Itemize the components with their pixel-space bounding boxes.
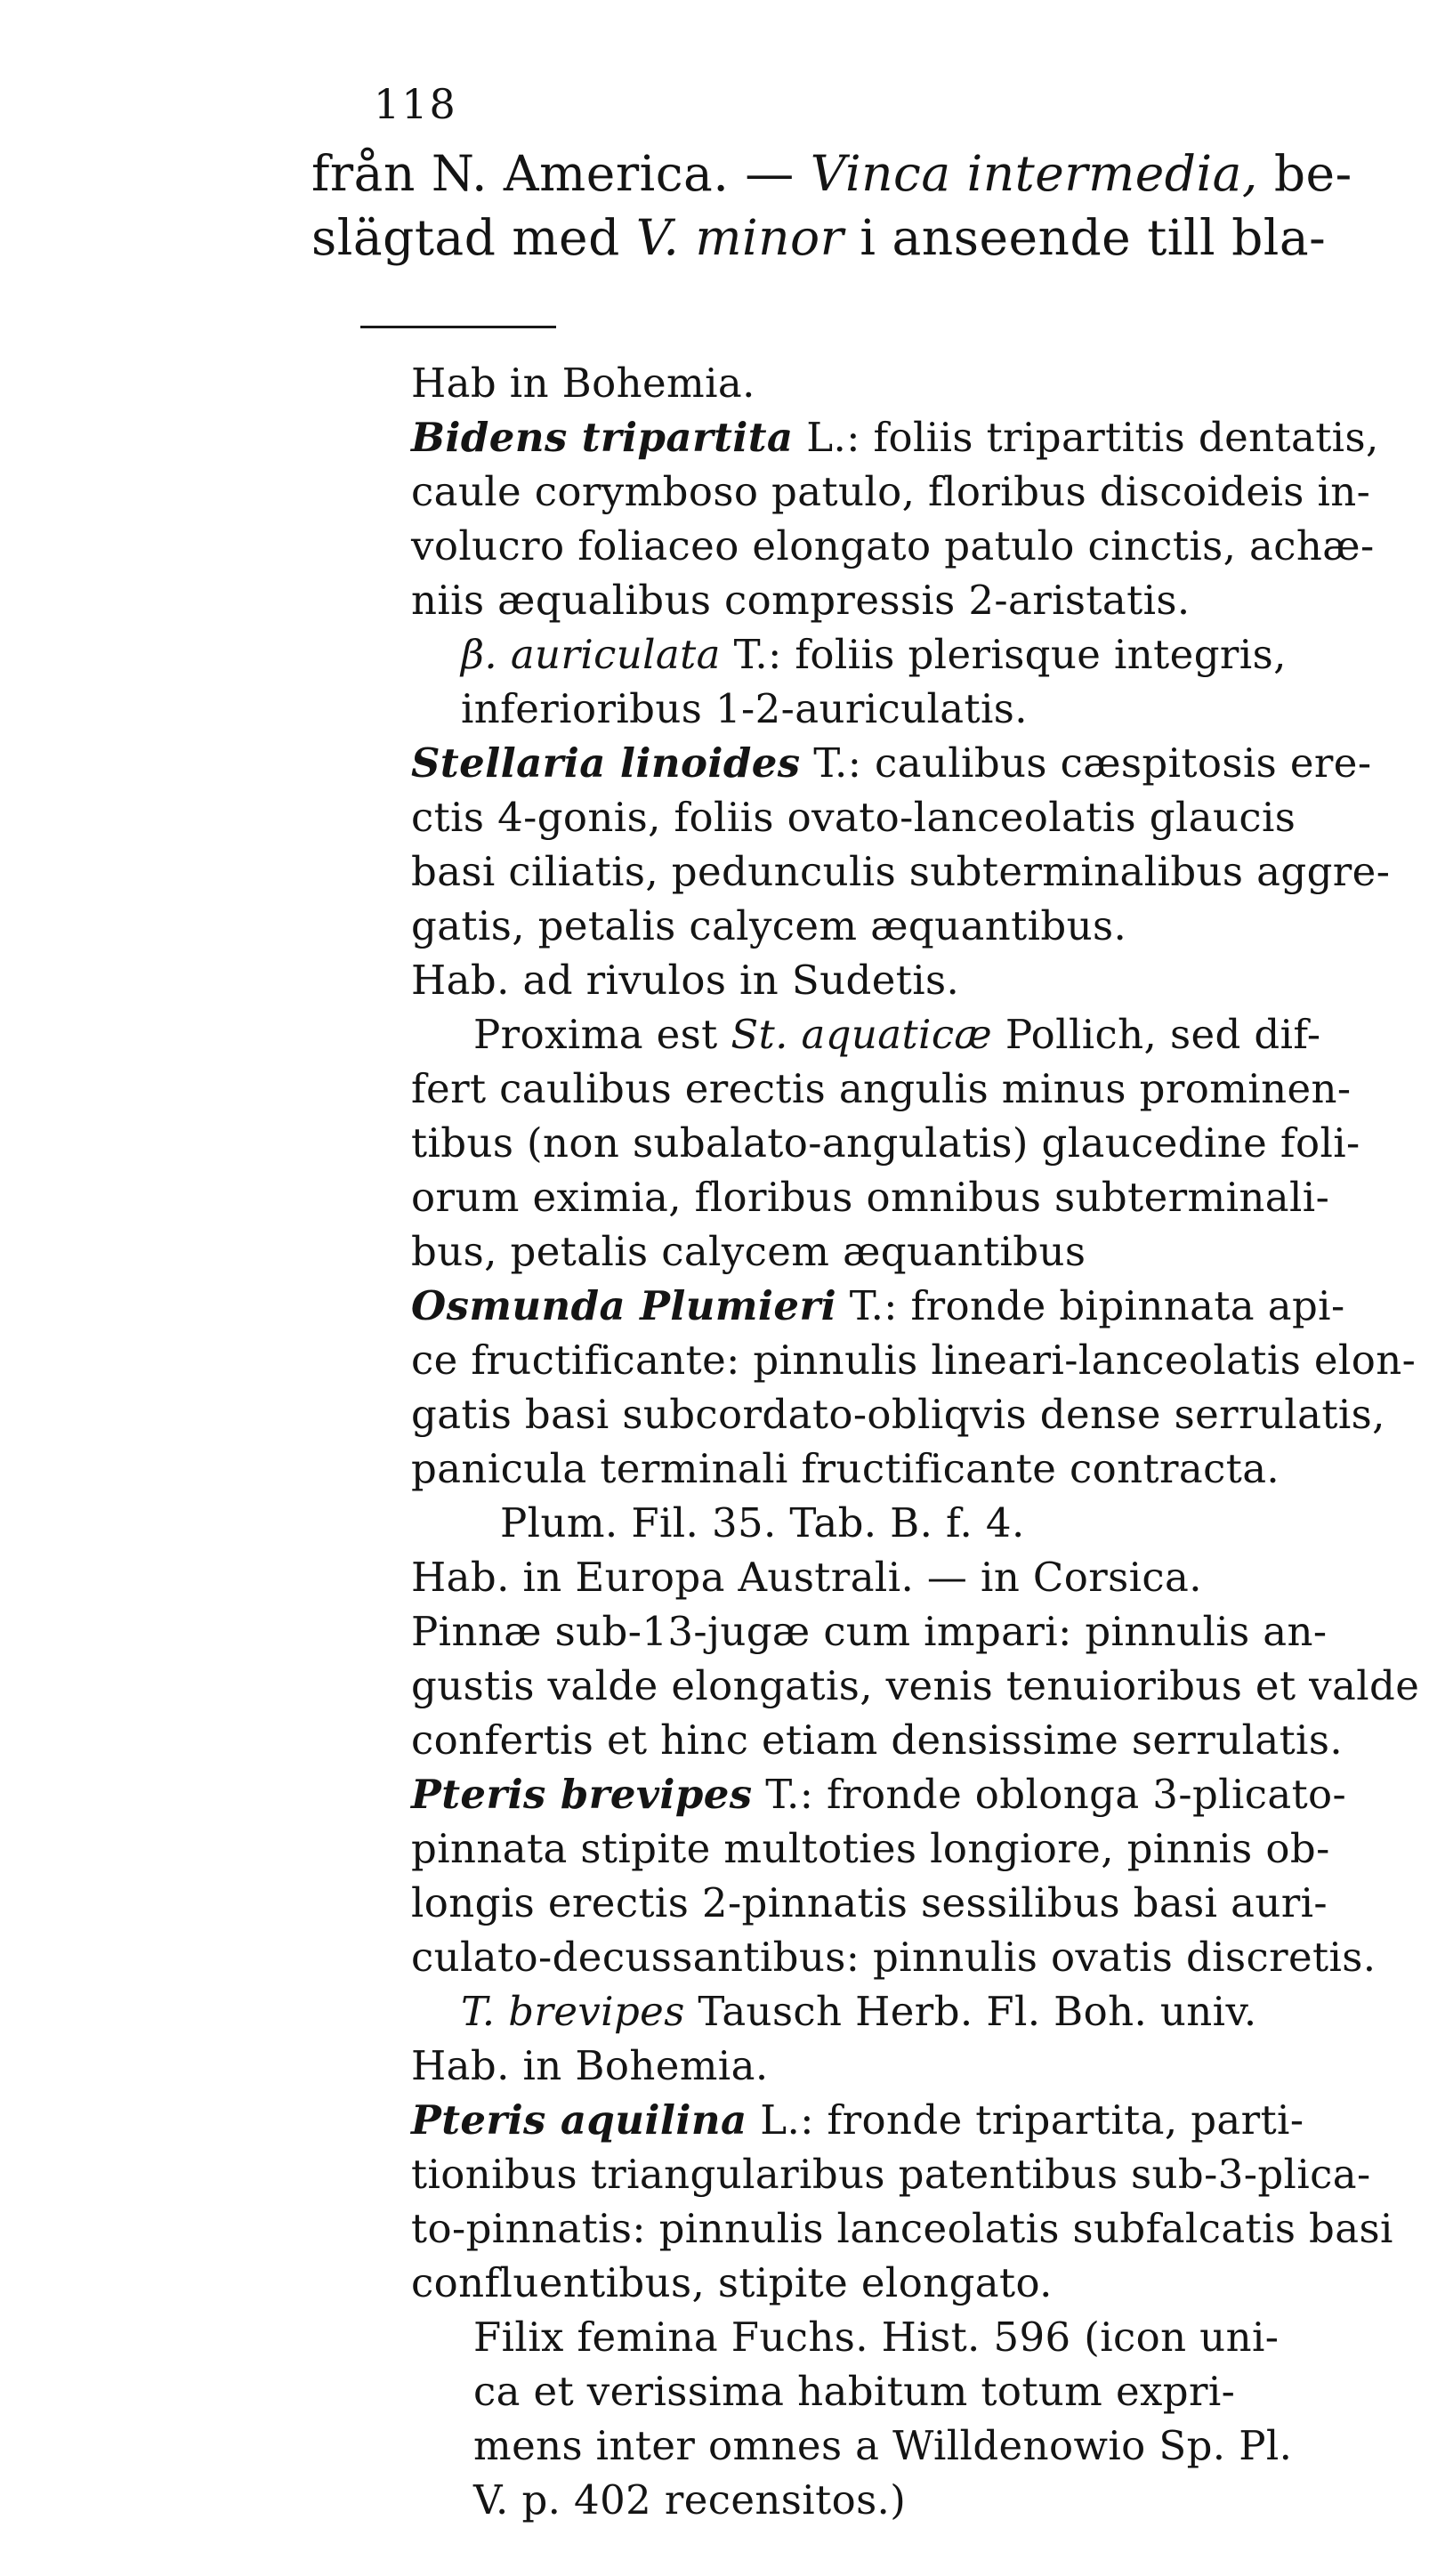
text-line [411, 1279, 1390, 1333]
text-line [411, 1876, 1390, 1930]
text-line [411, 356, 1390, 410]
text-segment: pinnata stipite multoties longiore, pinnis ob- [411, 1825, 1330, 1872]
text-line [411, 1550, 1390, 1604]
text-segment: V. p. 402 recensitos.) [473, 2476, 907, 2524]
text-segment: Hab. in Bohemia. [411, 2042, 769, 2089]
text-segment: ctis 4-gonis, foliis ovato-lanceolatis glaucis [411, 794, 1296, 841]
species-name: Bidens tripartita [411, 414, 794, 461]
page-number: 118 [374, 80, 457, 128]
text-segment: Hab. ad rivulos in Sudetis. [411, 957, 960, 1004]
text-line [411, 2093, 1390, 2147]
header-text: be- [1257, 145, 1352, 202]
species-name: Stellaria linoides [411, 739, 801, 787]
text-line [411, 2419, 1390, 2473]
text-segment: T.: fronde oblonga 3-plicato- [752, 1771, 1347, 1818]
header-text: från N. America. — [311, 145, 811, 202]
text-line [411, 2256, 1390, 2310]
botanical-entries [411, 356, 1420, 2527]
separator-rule [360, 326, 556, 328]
text-segment: bus, petalis calycem æquantibus [411, 1228, 1086, 1275]
text-line [411, 2201, 1393, 2256]
text-line [411, 1821, 1390, 1876]
text-line [411, 1170, 1390, 1224]
text-segment: Pollich, sed dif- [992, 1011, 1321, 1058]
text-segment: confertis et hinc etiam densissime serrulatis. [411, 1716, 1344, 1764]
text-line [411, 1659, 1420, 1713]
text-segment: Tausch Herb. Fl. Boh. univ. [684, 1988, 1257, 2035]
text-segment: T.: caulibus cæspitosis ere- [800, 739, 1372, 787]
text-line [411, 1930, 1390, 1984]
text-segment: niis æqualibus compressis 2-aristatis. [411, 577, 1191, 624]
text-segment: gatis, petalis calycem æquantibus. [411, 902, 1127, 949]
text-segment: longis erectis 2-pinnatis sessilibus basi auri- [411, 1879, 1328, 1926]
text-segment: ca et verissima habitum totum expri- [473, 2368, 1236, 2415]
text-line [411, 1062, 1390, 1116]
text-line [411, 1007, 1390, 1062]
text-segment: tibus (non subalato-angulatis) glaucedine foli- [411, 1119, 1360, 1167]
text-segment: ce fructificante: pinnulis lineari-lanceolatis elon- [411, 1336, 1417, 1384]
text-segment: volucro foliaceo elongato patulo cinctis, achæ- [411, 522, 1375, 569]
text-line [411, 899, 1390, 953]
species-name: β. auriculata [461, 631, 721, 678]
text-segment: fert caulibus erectis angulis minus prominen- [411, 1065, 1352, 1112]
text-segment: caule corymboso patulo, floribus discoideis in- [411, 468, 1371, 515]
text-segment: Hab in Bohemia. [411, 359, 755, 407]
text-segment: Filix femina Fuchs. Hist. 596 (icon uni- [473, 2314, 1280, 2361]
text-line [411, 1713, 1390, 1767]
text-line [411, 573, 1390, 627]
text-line [411, 1224, 1390, 1279]
header-line-1 [311, 142, 1415, 205]
text-segment: confluentibus, stipite elongato. [411, 2259, 1053, 2306]
text-segment: to-pinnatis: pinnulis lanceolatis subfalcatis basi [411, 2205, 1393, 2252]
text-segment: mens inter omnes a Willdenowio Sp. Pl. [473, 2422, 1293, 2469]
text-segment: tionibus triangularibus patentibus sub-3-plica- [411, 2151, 1371, 2198]
text-line [411, 2473, 1390, 2527]
text-line [411, 464, 1390, 519]
text-segment: Proxima est [473, 1011, 731, 1058]
text-segment: Hab. in Europa Australi. — in Corsica. [411, 1554, 1202, 1601]
text-line [411, 1767, 1390, 1821]
text-segment: inferioribus 1-2-auriculatis. [461, 685, 1029, 732]
text-segment: L.: fronde tripartita, parti- [747, 2096, 1304, 2144]
text-line [411, 736, 1390, 790]
text-line [411, 1116, 1390, 1170]
species-name: Pteris aquilina [411, 2096, 747, 2144]
text-line [411, 790, 1390, 844]
text-line [411, 1604, 1390, 1659]
text-segment: Plum. Fil. 35. Tab. B. f. 4. [500, 1499, 1025, 1546]
text-line [411, 2039, 1390, 2093]
species-name: V. minor [635, 209, 844, 266]
text-segment: culato-decussantibus: pinnulis ovatis discretis. [411, 1934, 1377, 1981]
text-segment: L.: foliis tripartitis dentatis, [793, 414, 1379, 461]
text-line [411, 1387, 1390, 1441]
text-line [411, 2364, 1390, 2419]
text-line [411, 2310, 1390, 2364]
species-name: Osmunda Plumieri [411, 1282, 837, 1329]
text-segment: gatis basi subcordato-obliqvis dense serrulatis, [411, 1391, 1385, 1438]
text-line [411, 1333, 1417, 1387]
text-line [411, 1441, 1390, 1496]
species-name: St. aquaticæ [731, 1011, 993, 1058]
text-line [411, 682, 1390, 736]
text-segment: basi ciliatis, pedunculis subterminalibus aggre- [411, 848, 1391, 895]
text-line [411, 410, 1390, 464]
text-line [411, 519, 1390, 573]
species-name: Vinca intermedia, [810, 145, 1258, 202]
text-segment: T.: foliis plerisque integris, [720, 631, 1287, 678]
header-line-2 [311, 206, 1415, 269]
header-text: slägtad med [311, 209, 636, 266]
text-line [411, 1984, 1390, 2039]
text-segment: Pinnæ sub-13-jugæ cum impari: pinnulis an- [411, 1608, 1328, 1655]
text-line [411, 1496, 1390, 1550]
text-line [411, 2147, 1390, 2201]
text-segment: gustis valde elongatis, venis tenuioribus et valde [411, 1662, 1420, 1709]
species-name: T. brevipes [461, 1988, 685, 2035]
header-text: i anseende till bla- [844, 209, 1327, 266]
text-line [411, 844, 1390, 899]
text-segment: T.: fronde bipinnata api- [836, 1282, 1345, 1329]
text-segment: orum eximia, floribus omnibus subterminali- [411, 1174, 1330, 1221]
species-name: Pteris brevipes [411, 1771, 753, 1818]
text-segment: panicula terminali fructificante contracta. [411, 1445, 1280, 1492]
text-line [411, 953, 1390, 1007]
text-line [411, 627, 1390, 682]
